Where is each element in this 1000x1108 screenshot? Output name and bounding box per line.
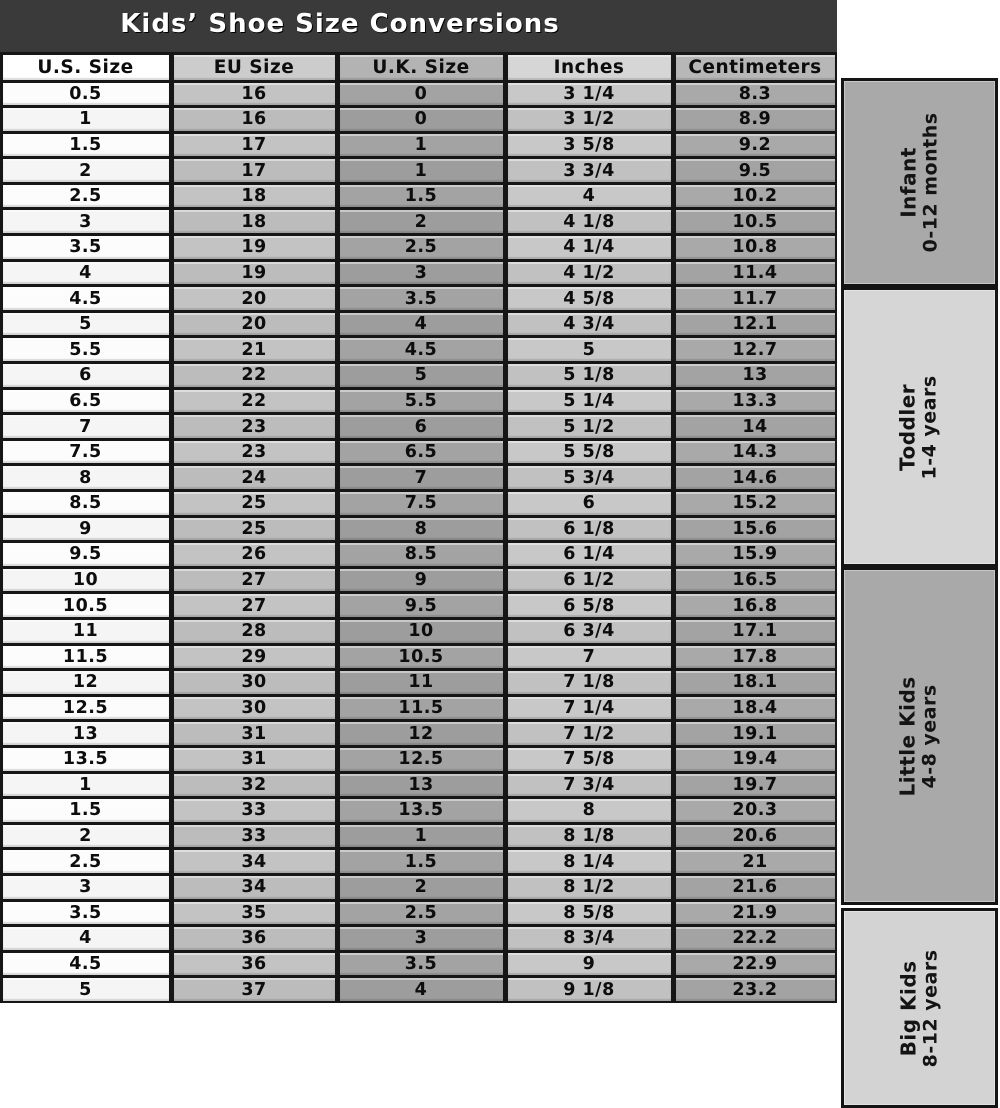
age-band-label: Toddler <box>896 383 921 471</box>
table-cell: 8.5 <box>340 543 503 566</box>
table-cell: 5 1/8 <box>508 364 671 387</box>
table-cell: 22 <box>174 364 335 387</box>
table-cell: 7 <box>3 415 169 438</box>
table-cell: 2.5 <box>340 902 503 925</box>
table-cell: 22.9 <box>676 953 835 976</box>
table-cell: 22.2 <box>676 927 835 950</box>
table-cell: 3 5/8 <box>508 134 671 157</box>
age-band-range: 1-4 years <box>919 374 942 480</box>
table-cell: 3 <box>3 210 169 233</box>
table-cell: 5 <box>3 313 169 336</box>
table-cell: 21 <box>174 338 335 361</box>
age-band-toddler <box>841 287 998 567</box>
table-cell: 9 1/8 <box>508 978 671 1001</box>
table-cell: 17 <box>174 134 335 157</box>
table-cell: 10.5 <box>3 594 169 617</box>
table-cell: 9 <box>340 569 503 592</box>
table-cell: 23.2 <box>676 978 835 1001</box>
table-cell: 31 <box>174 748 335 771</box>
table-cell: 11.5 <box>3 646 169 669</box>
table-cell: 10 <box>3 569 169 592</box>
table-cell: 5 <box>340 364 503 387</box>
table-cell: 17 <box>174 159 335 182</box>
table-cell: 10.5 <box>340 646 503 669</box>
column-header: EU Size <box>174 55 335 80</box>
table-cell: 27 <box>174 594 335 617</box>
table-cell: 2 <box>340 210 503 233</box>
table-cell: 35 <box>174 902 335 925</box>
table-cell: 7 1/4 <box>508 697 671 720</box>
age-band-infant-text <box>897 113 942 253</box>
table-cell: 3.5 <box>340 953 503 976</box>
table-cell: 17.8 <box>676 646 835 669</box>
table-cell: 12.1 <box>676 313 835 336</box>
table-cell: 7 1/8 <box>508 671 671 694</box>
column-header: Inches <box>508 55 671 80</box>
table-cell: 0 <box>340 83 503 106</box>
table-cell: 3 3/4 <box>508 159 671 182</box>
page-title: Kids’ Shoe Size Conversions <box>120 9 560 39</box>
table-cell: 4 <box>3 262 169 285</box>
table-cell: 15.9 <box>676 543 835 566</box>
table-cell: 11 <box>3 620 169 643</box>
table-cell: 14.3 <box>676 441 835 464</box>
table-cell: 12.5 <box>3 697 169 720</box>
table-cell: 15.6 <box>676 518 835 541</box>
table-cell: 36 <box>174 927 335 950</box>
table-cell: 2.5 <box>3 850 169 873</box>
table-cell: 12 <box>340 722 503 745</box>
table-cell: 8 3/4 <box>508 927 671 950</box>
table-cell: 1.5 <box>340 850 503 873</box>
table-cell: 4 5/8 <box>508 287 671 310</box>
table-cell: 21.9 <box>676 902 835 925</box>
age-band-range: 8-12 years <box>919 949 942 1067</box>
table-cell: 15.2 <box>676 492 835 515</box>
table-cell: 8 1/8 <box>508 825 671 848</box>
table-cell: 27 <box>174 569 335 592</box>
table-cell: 14 <box>676 415 835 438</box>
column-header: U.K. Size <box>340 55 503 80</box>
table-cell: 4.5 <box>3 287 169 310</box>
table-cell: 7 1/2 <box>508 722 671 745</box>
table-cell: 5.5 <box>3 338 169 361</box>
table-cell: 18.1 <box>676 671 835 694</box>
table-cell: 3.5 <box>340 287 503 310</box>
table-cell: 9 <box>3 518 169 541</box>
age-band-big-kids-text <box>897 949 942 1067</box>
table-cell: 6 <box>3 364 169 387</box>
table-cell: 9.5 <box>3 543 169 566</box>
table-cell: 10 <box>340 620 503 643</box>
table-cell: 6 1/4 <box>508 543 671 566</box>
table-cell: 19.1 <box>676 722 835 745</box>
table-cell: 7.5 <box>340 492 503 515</box>
table-cell: 13 <box>676 364 835 387</box>
table-cell: 30 <box>174 671 335 694</box>
age-band-label: Infant <box>896 147 921 218</box>
table-cell: 16.8 <box>676 594 835 617</box>
table-cell: 7 5/8 <box>508 748 671 771</box>
table-cell: 23 <box>174 441 335 464</box>
table-cell: 3 1/4 <box>508 83 671 106</box>
table-cell: 7.5 <box>3 441 169 464</box>
table-cell: 8.3 <box>676 83 835 106</box>
table-cell: 9.5 <box>340 594 503 617</box>
table-cell: 4.5 <box>3 953 169 976</box>
table-cell: 12.5 <box>340 748 503 771</box>
table-cell: 19 <box>174 236 335 259</box>
table-cell: 2.5 <box>3 185 169 208</box>
table-cell: 5 5/8 <box>508 441 671 464</box>
table-cell: 10.5 <box>676 210 835 233</box>
table-cell: 20 <box>174 287 335 310</box>
table-cell: 18.4 <box>676 697 835 720</box>
table-cell: 13.3 <box>676 390 835 413</box>
table-cell: 16.5 <box>676 569 835 592</box>
table-cell: 28 <box>174 620 335 643</box>
table-cell: 31 <box>174 722 335 745</box>
table-cell: 25 <box>174 492 335 515</box>
table-cell: 20.3 <box>676 799 835 822</box>
table-cell: 23 <box>174 415 335 438</box>
table-cell: 6.5 <box>3 390 169 413</box>
table-cell: 11.4 <box>676 262 835 285</box>
table-cell: 13 <box>3 722 169 745</box>
table-cell: 6 3/4 <box>508 620 671 643</box>
table-cell: 0 <box>340 108 503 131</box>
age-band-label: Big Kids <box>896 960 921 1056</box>
table-cell: 4 <box>3 927 169 950</box>
table-cell: 8 <box>508 799 671 822</box>
table-cell: 30 <box>174 697 335 720</box>
table-cell: 10.8 <box>676 236 835 259</box>
table-cell: 5 1/2 <box>508 415 671 438</box>
column-header: U.S. Size <box>3 55 169 80</box>
table-cell: 4 1/4 <box>508 236 671 259</box>
table-cell: 19 <box>174 262 335 285</box>
table-cell: 2.5 <box>340 236 503 259</box>
table-cell: 1.5 <box>3 134 169 157</box>
table-cell: 36 <box>174 953 335 976</box>
table-cell: 7 <box>340 466 503 489</box>
table-cell: 2 <box>340 876 503 899</box>
table-cell: 18 <box>174 210 335 233</box>
table-cell: 33 <box>174 825 335 848</box>
table-cell: 6 5/8 <box>508 594 671 617</box>
table-cell: 13 <box>340 774 503 797</box>
table-cell: 20 <box>174 313 335 336</box>
table-cell: 14.6 <box>676 466 835 489</box>
table-cell: 2 <box>3 825 169 848</box>
table-cell: 3.5 <box>3 236 169 259</box>
table-cell: 1.5 <box>3 799 169 822</box>
table-cell: 5 <box>3 978 169 1001</box>
table-cell: 3.5 <box>3 902 169 925</box>
table-cell: 4 <box>508 185 671 208</box>
table-cell: 6 1/8 <box>508 518 671 541</box>
table-cell: 33 <box>174 799 335 822</box>
table-cell: 29 <box>174 646 335 669</box>
table-cell: 8 5/8 <box>508 902 671 925</box>
table-cell: 17.1 <box>676 620 835 643</box>
table-cell: 10.2 <box>676 185 835 208</box>
table-cell: 18 <box>174 185 335 208</box>
table-cell: 8 1/2 <box>508 876 671 899</box>
table-cell: 16 <box>174 83 335 106</box>
table-cell: 4 <box>340 313 503 336</box>
table-cell: 26 <box>174 543 335 566</box>
table-cell: 5 3/4 <box>508 466 671 489</box>
table-cell: 16 <box>174 108 335 131</box>
table-cell: 6 <box>508 492 671 515</box>
table-cell: 4 1/8 <box>508 210 671 233</box>
table-cell: 7 3/4 <box>508 774 671 797</box>
table-cell: 8.5 <box>3 492 169 515</box>
table-cell: 1 <box>3 108 169 131</box>
table-cell: 1.5 <box>340 185 503 208</box>
table-cell: 13.5 <box>340 799 503 822</box>
table-cell: 12 <box>3 671 169 694</box>
table-cell: 11.5 <box>340 697 503 720</box>
table-cell: 1 <box>340 825 503 848</box>
table-cell: 1 <box>340 134 503 157</box>
table-cell: 0.5 <box>3 83 169 106</box>
table-cell: 2 <box>3 159 169 182</box>
table-cell: 19.7 <box>676 774 835 797</box>
age-band-toddler-text <box>897 375 942 479</box>
table-cell: 9.5 <box>676 159 835 182</box>
table-cell: 8 <box>3 466 169 489</box>
table-cell: 13.5 <box>3 748 169 771</box>
age-band-little-kids <box>841 567 998 905</box>
table-cell: 22 <box>174 390 335 413</box>
table-cell: 24 <box>174 466 335 489</box>
table-cell: 6.5 <box>340 441 503 464</box>
table-cell: 34 <box>174 876 335 899</box>
age-band-range: 4-8 years <box>919 683 942 789</box>
table-cell: 8 <box>340 518 503 541</box>
table-cell: 3 <box>340 927 503 950</box>
table-cell: 4.5 <box>340 338 503 361</box>
age-band-range: 0-12 months <box>919 112 942 253</box>
title-bar <box>0 0 837 52</box>
table-cell: 21.6 <box>676 876 835 899</box>
table-cell: 5 1/4 <box>508 390 671 413</box>
table-cell: 8 1/4 <box>508 850 671 873</box>
table-cell: 9.2 <box>676 134 835 157</box>
table-cell: 3 <box>3 876 169 899</box>
table-cell: 5 <box>508 338 671 361</box>
table-cell: 32 <box>174 774 335 797</box>
table-cell: 6 1/2 <box>508 569 671 592</box>
table-cell: 7 <box>508 646 671 669</box>
age-band-label: Little Kids <box>896 675 921 797</box>
table-cell: 25 <box>174 518 335 541</box>
table-cell: 1 <box>3 774 169 797</box>
age-band-big-kids <box>841 908 998 1108</box>
size-conversion-table <box>0 52 837 1003</box>
table-cell: 20.6 <box>676 825 835 848</box>
table-cell: 8.9 <box>676 108 835 131</box>
age-band-little-kids-text <box>897 676 942 796</box>
table-cell: 4 3/4 <box>508 313 671 336</box>
column-header: Centimeters <box>676 55 835 80</box>
table-cell: 3 1/2 <box>508 108 671 131</box>
table-cell: 12.7 <box>676 338 835 361</box>
table-cell: 11.7 <box>676 287 835 310</box>
table-cell: 3 <box>340 262 503 285</box>
table-cell: 1 <box>340 159 503 182</box>
table-cell: 19.4 <box>676 748 835 771</box>
table-cell: 11 <box>340 671 503 694</box>
table-cell: 34 <box>174 850 335 873</box>
table-cell: 9 <box>508 953 671 976</box>
table-cell: 6 <box>340 415 503 438</box>
table-cell: 4 1/2 <box>508 262 671 285</box>
table-cell: 37 <box>174 978 335 1001</box>
table-cell: 4 <box>340 978 503 1001</box>
table-cell: 21 <box>676 850 835 873</box>
age-band-infant <box>841 78 998 287</box>
table-cell: 5.5 <box>340 390 503 413</box>
